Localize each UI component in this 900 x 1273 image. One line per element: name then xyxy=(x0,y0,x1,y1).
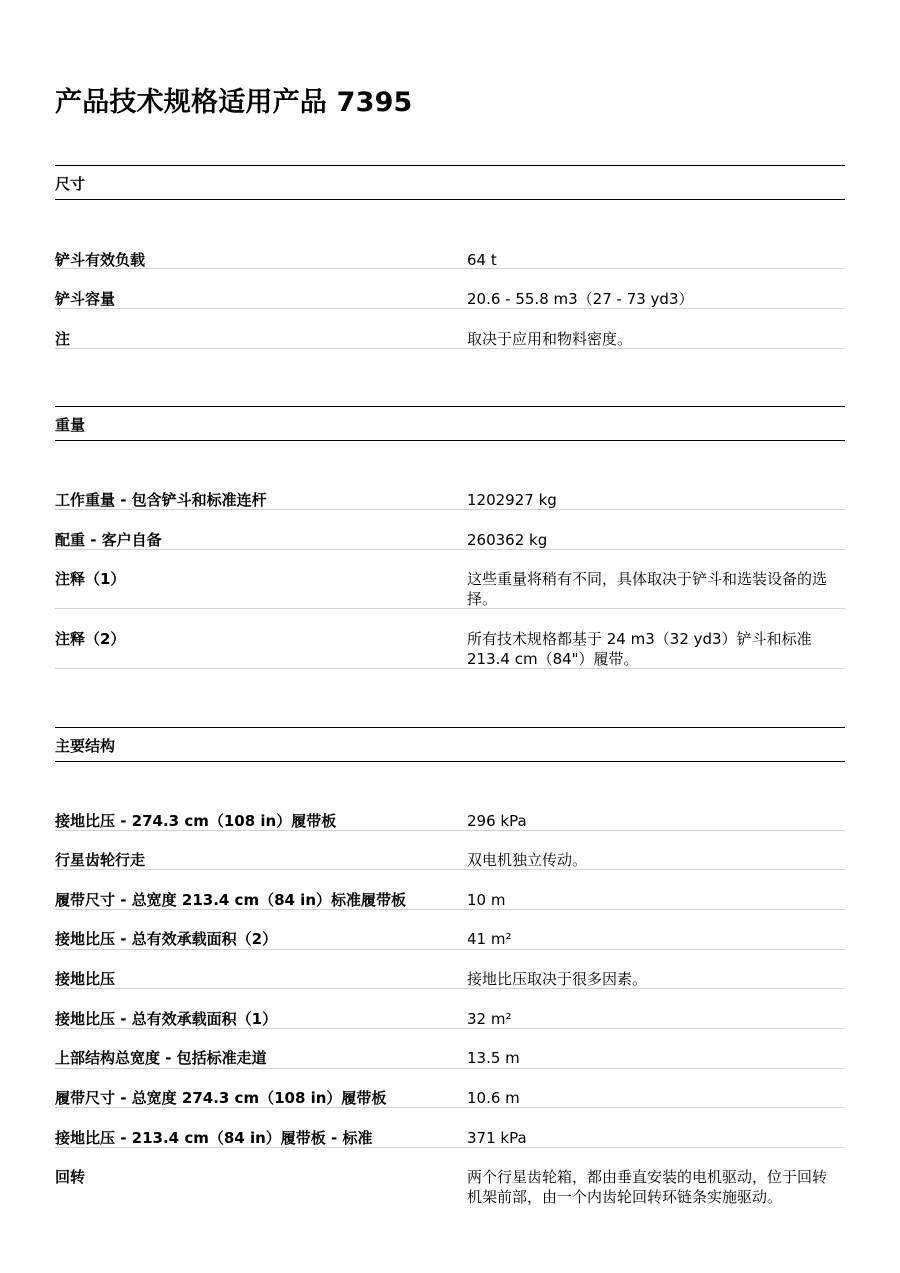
spec-row xyxy=(55,969,845,989)
spec-label: 履带尺寸 - 总宽度 274.3 cm（108 in）履带板 xyxy=(55,1089,387,1107)
spec-value: 所有技术规格都基于 24 m3（32 yd3）铲斗和标准 213.4 cm（84"）履带。 xyxy=(467,630,812,668)
spec-row xyxy=(55,250,845,269)
spec-value: 1202927 kg xyxy=(467,491,557,509)
spec-value: 64 t xyxy=(467,251,497,269)
spec-label: 接地比压 - 274.3 cm（108 in）履带板 xyxy=(55,812,337,830)
spec-label: 注释（1） xyxy=(55,570,126,588)
spec-value: 296 kPa xyxy=(467,812,527,830)
spec-label: 回转 xyxy=(55,1168,86,1186)
spec-label: 行星齿轮行走 xyxy=(55,851,146,869)
spec-row xyxy=(55,850,845,870)
page-title: 产品技术规格适用产品 7395 xyxy=(55,87,413,118)
spec-row xyxy=(55,530,845,550)
spec-row xyxy=(55,490,845,510)
spec-value: 双电机独立传动。 xyxy=(467,851,588,869)
spec-row xyxy=(55,1088,845,1108)
section-title: 主要结构 xyxy=(55,737,116,755)
spec-label: 接地比压 - 总有效承载面积（2） xyxy=(55,930,278,948)
section-title: 尺寸 xyxy=(55,175,86,193)
spec-label: 工作重量 - 包含铲斗和标准连杆 xyxy=(55,491,267,509)
spec-row xyxy=(55,929,845,950)
spec-label: 上部结构总宽度 - 包括标准走道 xyxy=(55,1049,267,1067)
spec-value: 13.5 m xyxy=(467,1049,520,1067)
spec-value: 接地比压取决于很多因素。 xyxy=(467,970,648,988)
spec-label: 铲斗容量 xyxy=(55,290,116,308)
spec-row xyxy=(55,1048,845,1069)
section-header-main-structure xyxy=(55,727,845,762)
spec-row xyxy=(55,1167,845,1206)
spec-row xyxy=(55,811,845,831)
spec-label: 接地比压 - 总有效承载面积（1） xyxy=(55,1010,278,1028)
spec-label: 注释（2） xyxy=(55,630,126,648)
spec-value: 10.6 m xyxy=(467,1089,520,1107)
spec-row xyxy=(55,289,845,309)
spec-value: 10 m xyxy=(467,891,506,909)
spec-label: 铲斗有效负载 xyxy=(55,251,146,269)
spec-row xyxy=(55,890,845,910)
spec-row xyxy=(55,1128,845,1148)
section-title: 重量 xyxy=(55,416,86,434)
spec-label: 注 xyxy=(55,330,71,348)
spec-value: 两个行星齿轮箱，都由垂直安装的电机驱动，位于回转机架前部，由一个内齿轮回转环链条实施驱动。 xyxy=(467,1168,828,1206)
section-header-weights xyxy=(55,406,845,441)
spec-value: 取决于应用和物料密度。 xyxy=(467,330,633,348)
spec-value: 32 m² xyxy=(467,1010,512,1028)
spec-label: 接地比压 xyxy=(55,970,116,988)
spec-value: 260362 kg xyxy=(467,531,548,549)
spec-row xyxy=(55,1009,845,1029)
section-header-dimensions xyxy=(55,165,845,200)
spec-label: 接地比压 - 213.4 cm（84 in）履带板 - 标准 xyxy=(55,1129,373,1147)
spec-row xyxy=(55,629,845,669)
spec-value: 20.6 - 55.8 m3（27 - 73 yd3） xyxy=(467,290,694,308)
spec-value: 371 kPa xyxy=(467,1129,527,1147)
spec-value: 这些重量将稍有不同，具体取决于铲斗和选装设备的选择。 xyxy=(467,570,828,608)
spec-label: 履带尺寸 - 总宽度 213.4 cm（84 in）标准履带板 xyxy=(55,891,407,909)
spec-value: 41 m² xyxy=(467,930,512,948)
spec-row xyxy=(55,569,845,609)
spec-row xyxy=(55,329,845,349)
spec-label: 配重 - 客户自备 xyxy=(55,531,162,549)
